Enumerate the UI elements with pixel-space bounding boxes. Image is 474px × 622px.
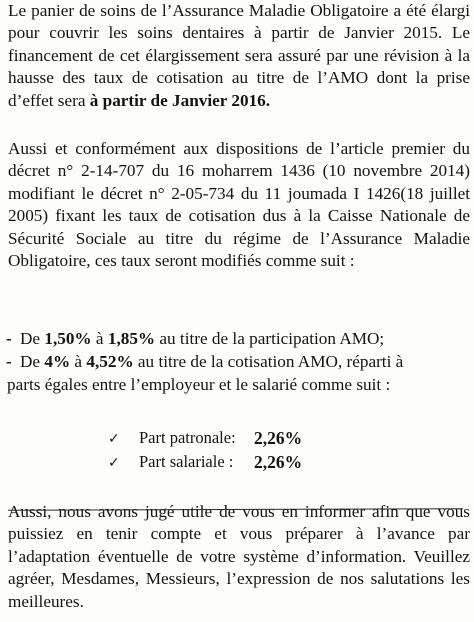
rate-change-list [6, 327, 470, 396]
bullet-text: à [70, 352, 87, 371]
checkmark-icon: ✓ [108, 431, 120, 447]
dash-bullet: - [6, 352, 12, 371]
bullet-text: De [20, 329, 45, 348]
bullet-text: au titre de la participation AMO; [155, 329, 385, 348]
decree-paragraph: Aussi et conformément aux dispositions de l’article premier du décret n° 2-14-707 du 16 moharrem 1436 (10 novembre 2014) modifiant le décret n° 2-05-734 du 11 joumada I 1426(18 juillet 2005) fixant les taux de cotisation dus à la Caisse Nationale de Sécurité Sociale au titre du régime de l’Assurance Maladie Obligatoire, ces taux seront modifiés comme suit : [8, 139, 470, 271]
list-item [108, 450, 303, 474]
bullet-text: à [91, 329, 108, 348]
old-rate: 4% [44, 352, 71, 371]
employer-share-value: 2,26% [254, 428, 303, 448]
checkmark-icon: ✓ [108, 455, 120, 471]
list-item-continuation: parts égales entre l’employeur et le salarié comme suit : [7, 375, 391, 394]
employee-share-value: 2,26% [254, 452, 303, 472]
list-item [108, 426, 303, 450]
contribution-split [108, 426, 303, 474]
employee-share-label: Part salariale : [139, 452, 234, 471]
bullet-text: au titre de la cotisation AMO, réparti à [133, 352, 404, 371]
intro-effective-date: à partir de Janvier 2016. [89, 90, 271, 110]
closing-paragraph: Aussi, nous avons jugé utile de vous en informer afin que vous puissiez en tenir compte et vous préparer à l’avance par l’adaptation éventuelle de votre système d’information. Veuillez agréer, Mesdames, Messieurs, l’expression de nos salutations les meilleures. [8, 502, 470, 611]
list-item [6, 327, 470, 350]
new-rate: 4,52% [86, 352, 134, 371]
old-rate: 1,50% [44, 329, 92, 348]
new-rate: 1,85% [107, 329, 156, 348]
dash-bullet: - [6, 329, 12, 348]
intro-paragraph [8, 0, 470, 112]
employer-share-label: Part patronale: [139, 428, 236, 447]
list-item [6, 350, 470, 373]
bullet-text: De [20, 352, 45, 371]
intro-text: Le panier de soins de l’Assurance Maladie Obligatoire a été élargi pour couvrir les soins dentaires à partir de Janvier 2015. Le financement de cet élargissement sera assuré par une révision à la hausse des taux de cotisation au titre de l’AMO dont la prise d’effet sera [8, 1, 470, 110]
